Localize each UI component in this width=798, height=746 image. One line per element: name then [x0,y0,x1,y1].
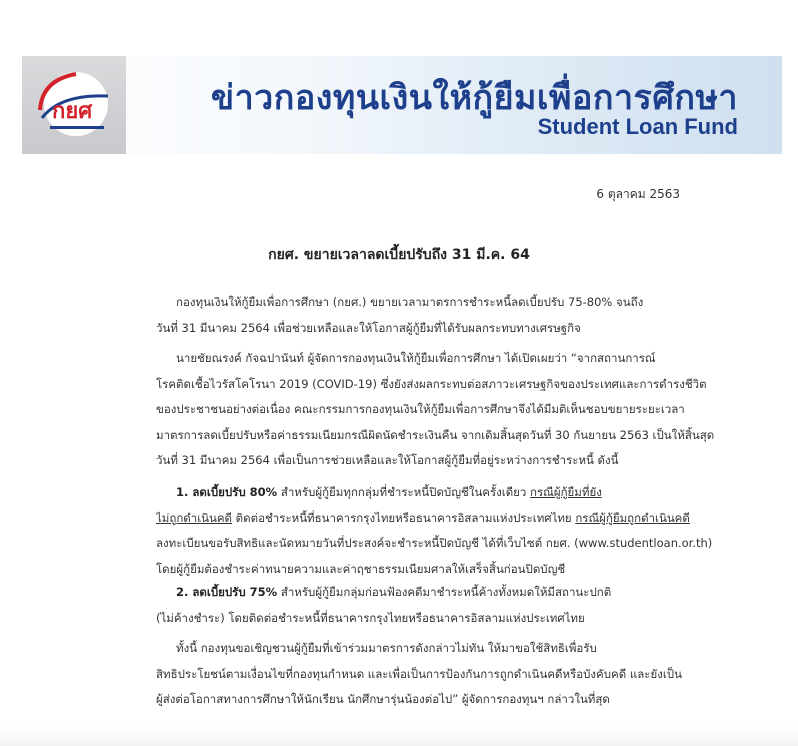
text-line: (ไม่ค้างชำระ) โดยติดต่อชำระหนี้ที่ธนาคารกรุงไทยหรือธนาคารอิสลามแห่งประเทศไทย [156,610,585,625]
text-line: โดยผู้กู้ยืมต้องชำระค่าทนายความและค่าฤชาธรรมเนียมศาลให้เสร็จสิ้นก่อนปิดบัญชี [156,561,566,576]
underlined-text: กรณีผู้กู้ยืมถูกดำเนินคดี [575,510,690,525]
text-line: โรคติดเชื้อไวรัสโคโรนา 2019 (COVID-19) ซึ่งยังส่งผลกระทบต่อสภาวะเศรษฐกิจของประเทศและการดำรงชีวิต [156,376,707,391]
document-date: 6 ตุลาคม 2563 [596,187,680,201]
svg-text:กยศ: กยศ [52,99,93,124]
text-line: ทั้งนี้ กองทุนขอเชิญชวนผู้กู้ยืมที่เข้าร่วมมาตรการดังกล่าวไม่ทัน ให้มาขอใช้สิทธิเพื่อรับ [176,641,597,655]
slf-logo-icon [30,66,118,146]
underlined-text: ไม่ถูกดำเนินคดี [156,510,233,525]
paragraph-measure-2 [156,580,724,631]
fund-logo [22,56,126,154]
underlined-text: กรณีผู้กู้ยืมที่ยัง [530,485,602,499]
letterhead-title-english: Student Loan Fund [537,114,738,139]
text-line: กองทุนเงินให้กู้ยืมเพื่อการศึกษา (กยศ.) ขยายเวลามาตรการชำระหนี้ลดเบี้ยปรับ 75-80% จนถึง [176,295,644,309]
letterhead-banner [22,56,782,154]
paragraph-intro [156,290,724,341]
text-line: วันที่ 31 มีนาคม 2564 เพื่อเป็นการช่วยเหลือและให้โอกาสผู้กู้ยืมที่อยู่ระหว่างการชำระหนี้ ดังนี้ [156,453,619,467]
news-headline: กยศ. ขยายเวลาลดเบี้ยปรับถึง 31 มี.ค. 64 [268,247,530,263]
text-line: ลงทะเบียนขอรับสิทธิและนัดหมายวันที่ประสงค์จะชำระหนี้ปิดบัญชี ได้ที่เว็บไซต์ กยศ. (www.studentloan.or.th) [156,536,713,550]
text-line: นายชัยณรงค์ กัจฉปานันท์ ผู้จัดการกองทุนเงินให้กู้ยืมเพื่อการศึกษา ได้เปิดเผยว่า “จากสถานการณ์ [176,351,656,365]
measure-2-title: 2. ลดเบี้ยปรับ 75% [176,585,278,599]
text-segment: สำหรับผู้กู้ยืมกลุ่มก่อนฟ้องคดีมาชำระหนี้ค้างทั้งหมดให้มีสถานะปกติ [277,585,612,599]
paragraph-statement [156,346,724,474]
paragraph-closing [156,636,724,713]
text-line: สิทธิประโยชน์ตามเงื่อนไขที่กองทุนกำหนด และเพื่อเป็นการป้องกันการถูกดำเนินคดีหรือบังคับคดี และยังเป็น [156,666,682,681]
text-segment: สำหรับผู้กู้ยืมทุกกลุ่มที่ชำระหนี้ปิดบัญชีในครั้งเดียว [277,485,531,499]
text-line: มาตรการลดเบี้ยปรับหรือค่าธรรมเนียมกรณีผิดนัดชำระเงินคืน จากเดิมสิ้นสุดวันที่ 30 กันยายน 2563 เป็นให้สิ้นสุด [156,427,715,442]
text-line: ผู้ส่งต่อโอกาสทางการศึกษาให้นักเรียน นักศึกษารุ่นน้องต่อไป” ผู้จัดการกองทุนฯ กล่าวในที่สุด [156,692,610,706]
letterhead-title-thai: ข่าวกองทุนเงินให้กู้ยืมเพื่อการศึกษา [210,78,738,118]
text-segment: ติดต่อชำระหนี้ที่ธนาคารกรุงไทยหรือธนาคารอิสลามแห่งประเทศไทย [232,510,576,525]
paragraph-measure-1 [156,480,724,582]
text-line: วันที่ 31 มีนาคม 2564 เพื่อช่วยเหลือและให้โอกาสผู้กู้ยืมที่ได้รับผลกระทบทางเศรษฐกิจ [156,320,581,335]
measure-1-title: 1. ลดเบี้ยปรับ 80% [176,485,278,499]
top-margin [0,0,798,56]
page-edge-shadow [0,726,798,746]
text-line: ของประชาชนอย่างต่อเนื่อง คณะกรรมการกองทุนเงินให้กู้ยืมเพื่อการศึกษาจึงได้มีมติเห็นชอบขยายระยะเวลา [156,402,685,416]
